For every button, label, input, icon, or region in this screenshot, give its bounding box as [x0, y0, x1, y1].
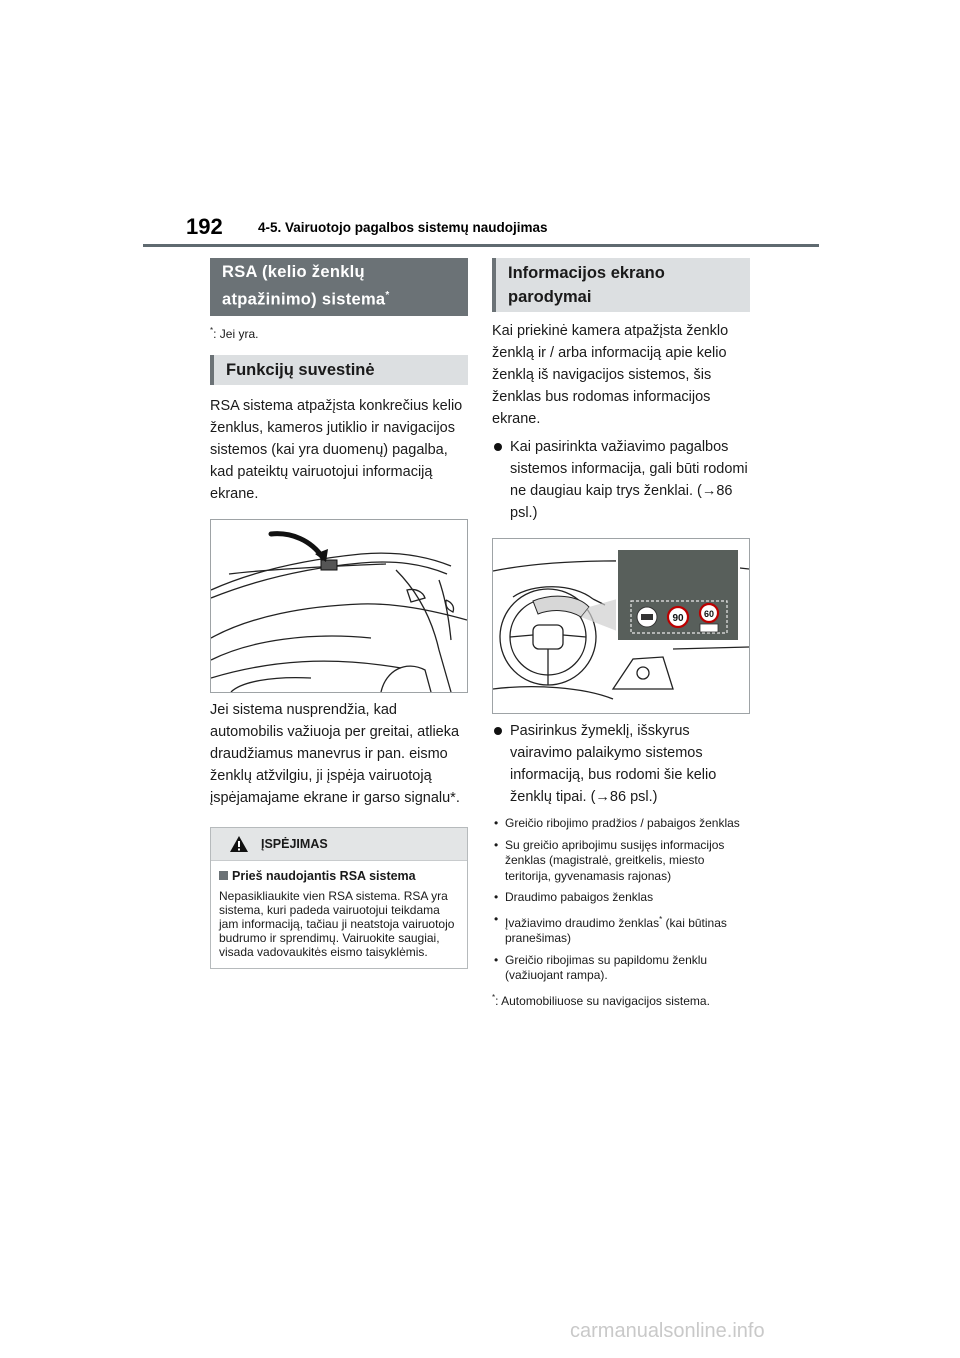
speed-sign-60: 60	[703, 609, 715, 619]
warning-heading-text: Prieš naudojantis RSA sistema	[232, 868, 416, 883]
footnote-text: : Automobiliuose su navigacijos sistema.	[495, 993, 710, 1008]
right-column	[492, 258, 750, 1009]
display-intro: Kai priekinė kamera atpažįsta ženklo ženklą ir / arba informaciją apie kelio ženklą iš navigacijos sistemos, šis ženklas bus rodomas informacijos ekrane.	[492, 323, 729, 427]
section-title-display	[492, 258, 750, 312]
section-title-rsa	[210, 258, 468, 316]
subsection-title-summary: Funkcijų suvestinė	[210, 355, 468, 385]
display-title-line1: Informacijos ekrano	[508, 264, 665, 282]
chapter-title: 4-5. Vairuotojo pagalbos sistemų naudojimas	[258, 220, 548, 235]
display-title-line2: parodymai	[508, 288, 592, 306]
car-windshield-drawing	[211, 520, 467, 692]
bullet-three-signs-text: Kai pasirinkta važiavimo pagalbos sistemos informacija, gali būti rodomi ne daugiau kaip trys ženklai. (→86 psl.)	[510, 439, 748, 521]
warning-body: Nepasikliaukite vien RSA sistema. RSA yra sistema, kuri padeda vairuotojui teikdama jam informaciją, tačiau ji neatstoja vairuotojo budrumo ir sprendimų. Vairuokite saugiai, visada vadovaukitės eismo taisyklėmis.	[219, 888, 455, 960]
warning-header	[211, 828, 467, 861]
section-title-line1: RSA (kelio ženklų	[222, 263, 365, 281]
intro-paragraph: RSA sistema atpažįsta konkrečius kelio ženklus, kameros jutiklio ir navigacijos sistemos (kai yra duomenų) pagalba, kad pateiktų vairuotojui informaciją ekrane.	[210, 397, 463, 502]
navigation-footnote	[492, 990, 750, 1010]
list-item: • Su greičio apribojimu susijęs informacijos ženklas (magistralė, greitkelis, miesto teritorija, gyvenamasis rajonas)	[494, 837, 725, 883]
footnote-text: : Jei yra.	[213, 326, 259, 341]
bullet-dot-icon	[494, 443, 502, 451]
bullet-three-signs	[492, 436, 750, 524]
bullet-sign-types-text: Pasirinkus žymeklį, išskyrus vairavimo palaikymo sistemos informaciją, bus rodomi šie kelio ženklų tipai. (→86 psl.)	[510, 723, 717, 805]
list-item: • Draudimo pabaigos ženklas	[494, 890, 654, 904]
dashboard-drawing	[493, 539, 749, 713]
bullet-dot-icon	[494, 727, 502, 735]
warning-description: Jei sistema nusprendžia, kad automobilis važiuoja per greitai, atlieka draudžiamus manevrus ir pan. eismo ženklų atžvilgiu, ji įspėja vairuotoją įspėjamajame ekrane ir garso signalu*.	[210, 701, 460, 806]
title-footnote-mark: *	[385, 290, 390, 301]
list-item: • Įvažiavimo draudimo ženklas* (kai būtinas pranešimas)	[494, 911, 727, 945]
dashboard-display-illustration	[492, 538, 750, 714]
bullet-sign-types	[492, 720, 750, 808]
warning-label: ĮSPĖJIMAS	[261, 836, 328, 851]
warning-triangle-icon	[229, 835, 249, 853]
availability-footnote	[210, 326, 468, 341]
list-item: • Greičio ribojimas su papildomu ženklu (važiuojant rampa).	[494, 952, 708, 982]
car-camera-illustration	[210, 519, 468, 693]
square-bullet-icon	[219, 871, 228, 880]
watermark: carmanualsonline.info	[570, 1320, 765, 1342]
footnote-mark: *	[492, 992, 496, 1002]
list-item: • Greičio ribojimo pradžios / pabaigos ženklas	[494, 816, 740, 830]
section-title-line2: atpažinimo) sistema	[222, 290, 386, 309]
header-divider	[143, 244, 819, 247]
warning-box	[210, 827, 468, 969]
footnote-mark: *	[210, 325, 214, 335]
sign-types-list	[492, 816, 750, 984]
speed-sign-90: 90	[672, 613, 684, 624]
left-column	[210, 258, 468, 969]
page-number: 192	[186, 214, 223, 239]
warning-heading	[219, 869, 457, 883]
